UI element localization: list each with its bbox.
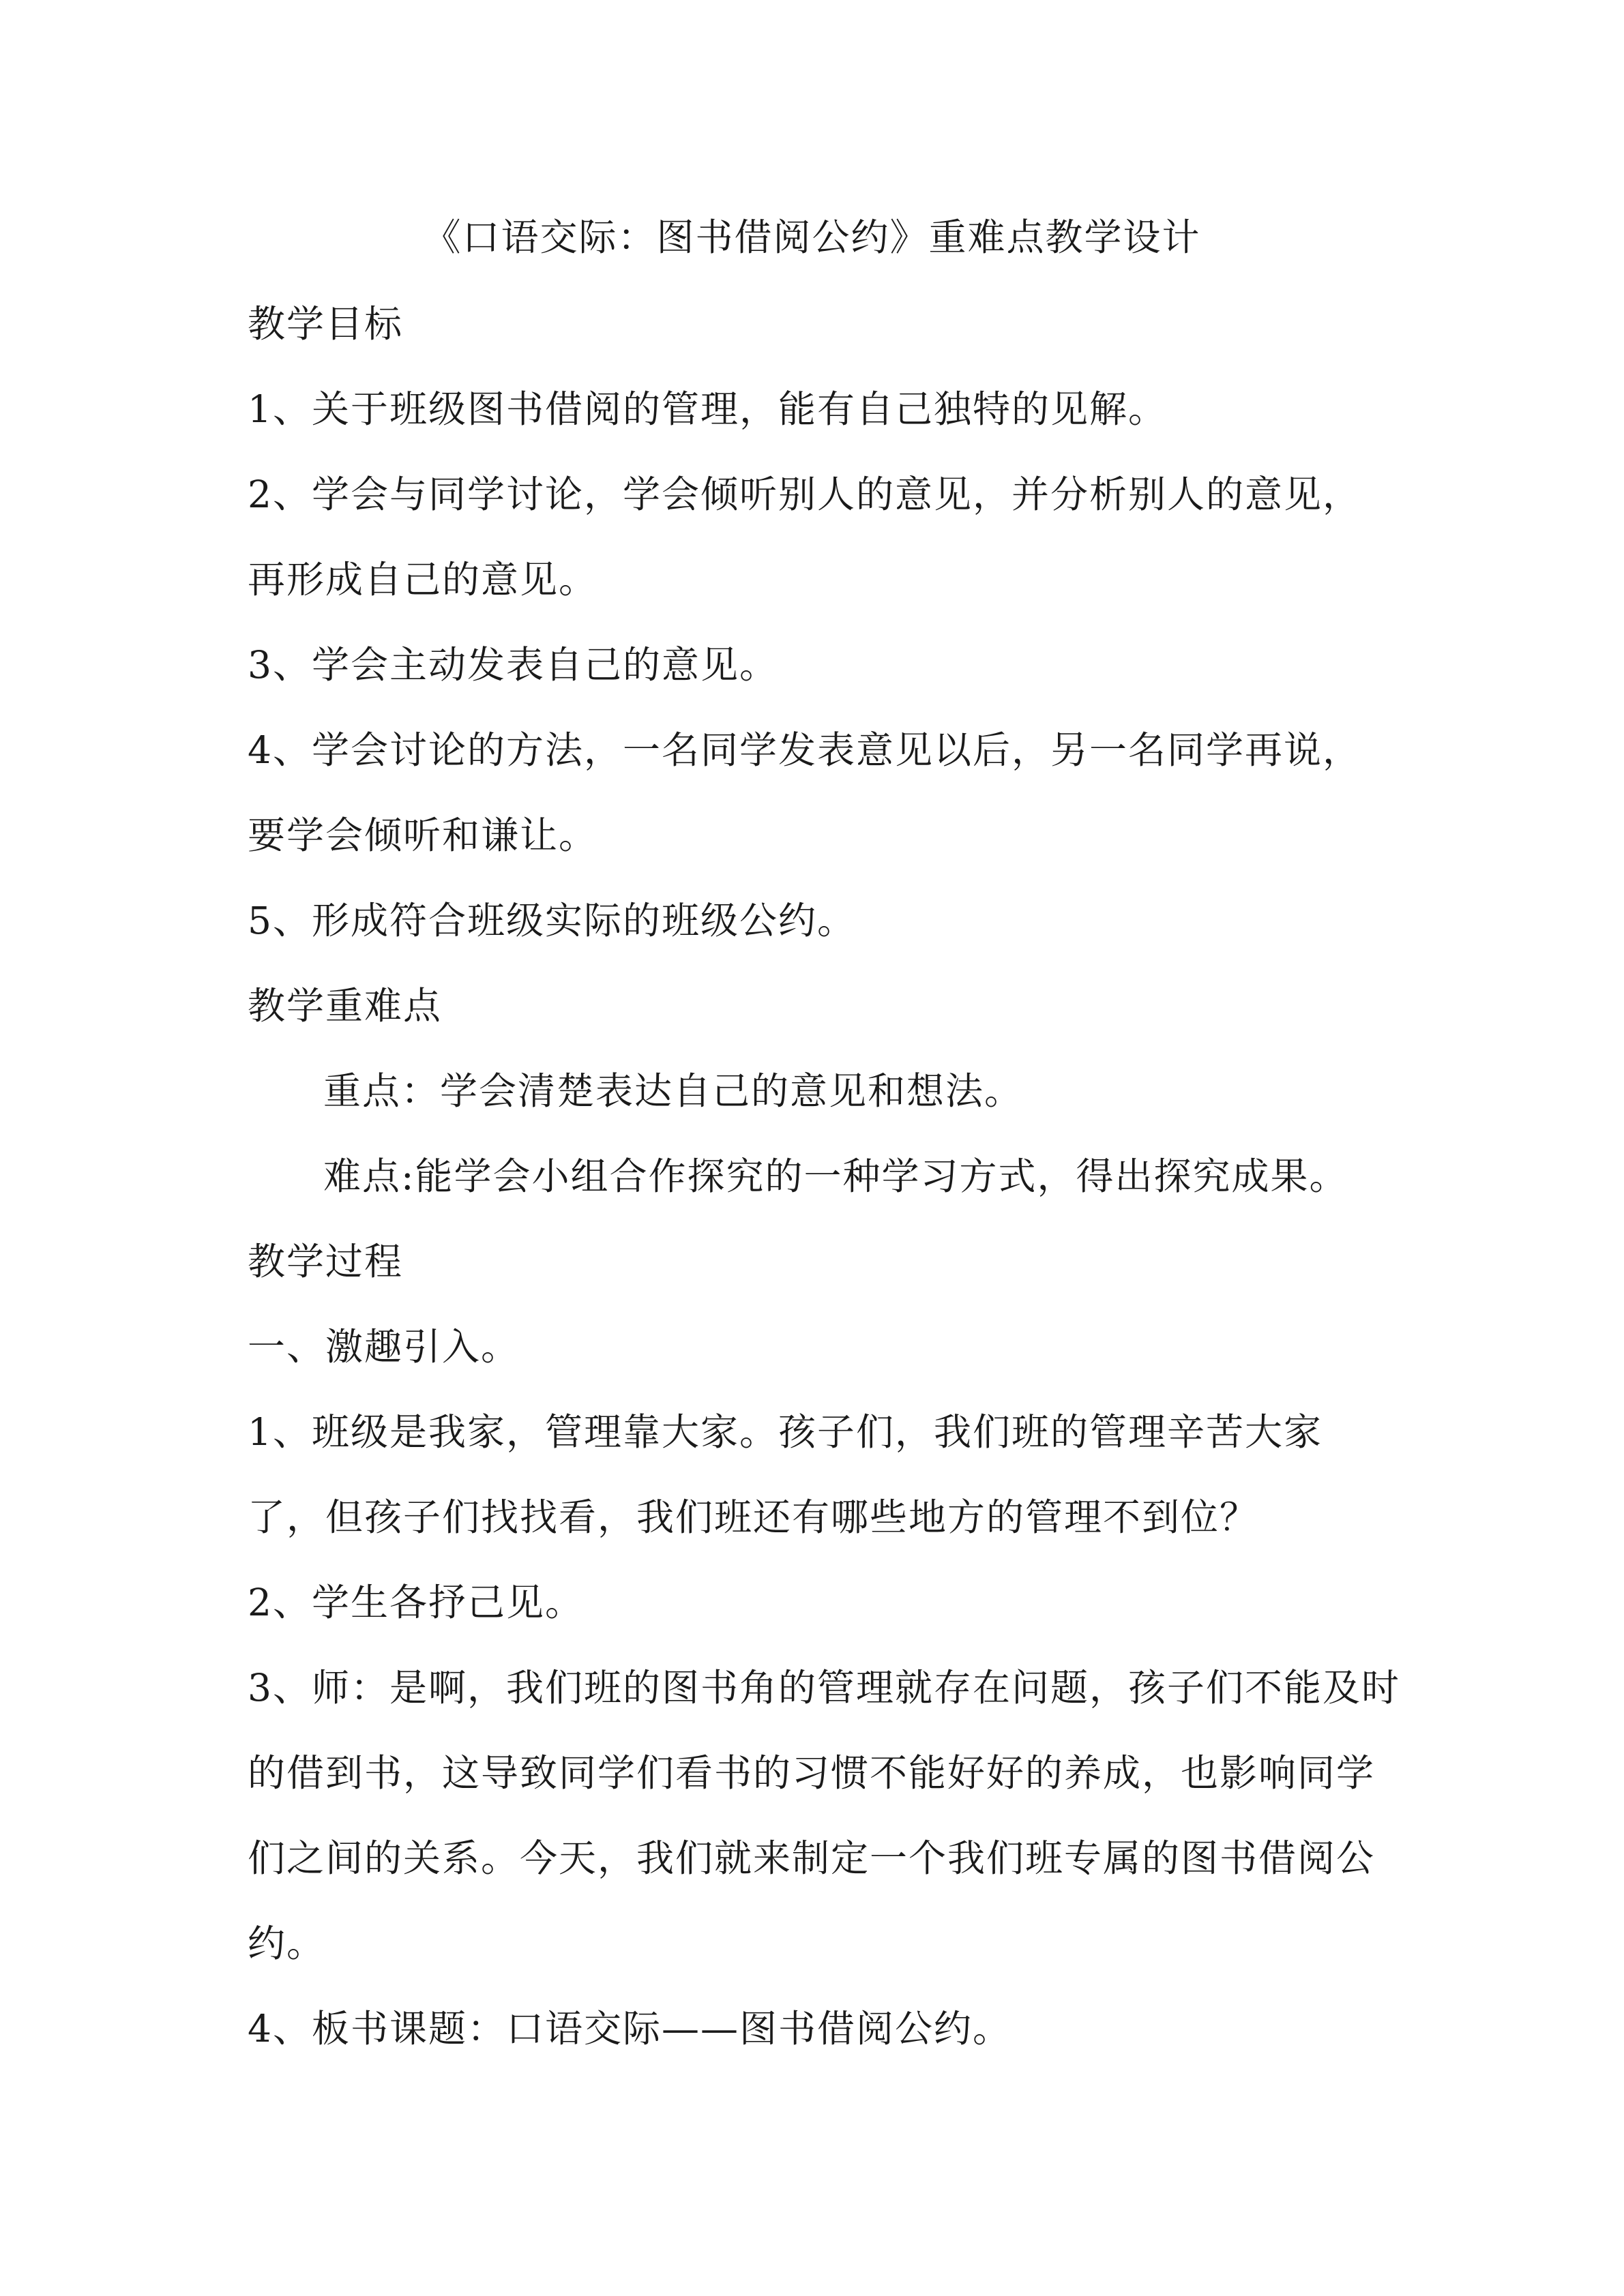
process-item-2: 2、学生各抒己见。 [248,1581,584,1624]
goal-item-1: 1、关于班级图书借阅的管理，能有自己独特的见解。 [248,387,1167,431]
process-item-3-continued-2: 们之间的关系。今天，我们就来制定一个我们班专属的图书借阅公 [248,1836,1376,1880]
heading-teaching-goals: 教学目标 [248,302,404,346]
difficult-point: 难点:能学会小组合作探究的一种学习方式，得出探究成果。 [323,1154,1348,1198]
heading-key-difficulties: 教学重难点 [248,984,443,1028]
process-item-3-continued-3: 约。 [248,1922,326,1965]
goal-item-5: 5、形成符合班级实际的班级公约。 [248,899,856,942]
goal-item-4-continued: 要学会倾听和谦让。 [248,814,598,857]
document-title: 《口语交际：图书借阅公约》重难点教学设计 [423,215,1201,259]
process-item-4: 4、板书课题：口语交际——图书借阅公约。 [248,2007,1012,2051]
goal-item-4: 4、学会讨论的方法，一名同学发表意见以后，另一名同学再说， [248,728,1361,772]
process-item-3: 3、师：是啊，我们班的图书角的管理就存在问题，孩子们不能及时 [248,1666,1400,1710]
section-intro: 一、激趣引入。 [248,1325,520,1369]
process-item-1-continued: 了，但孩子们找找看，我们班还有哪些地方的管理不到位？ [248,1495,1259,1539]
process-item-3-continued-1: 的借到书，这导致同学们看书的习惯不能好好的养成，也影响同学 [248,1751,1376,1795]
goal-item-2-continued: 再形成自己的意见。 [248,558,598,601]
goal-item-3: 3、学会主动发表自己的意见。 [248,643,778,687]
heading-teaching-process: 教学过程 [248,1240,404,1283]
goal-item-2: 2、学会与同学讨论，学会倾听别人的意见，并分析别人的意见， [248,473,1361,516]
process-item-1: 1、班级是我家，管理靠大家。孩子们，我们班的管理辛苦大家 [248,1410,1323,1454]
key-point: 重点：学会清楚表达自己的意见和想法。 [323,1069,1024,1113]
